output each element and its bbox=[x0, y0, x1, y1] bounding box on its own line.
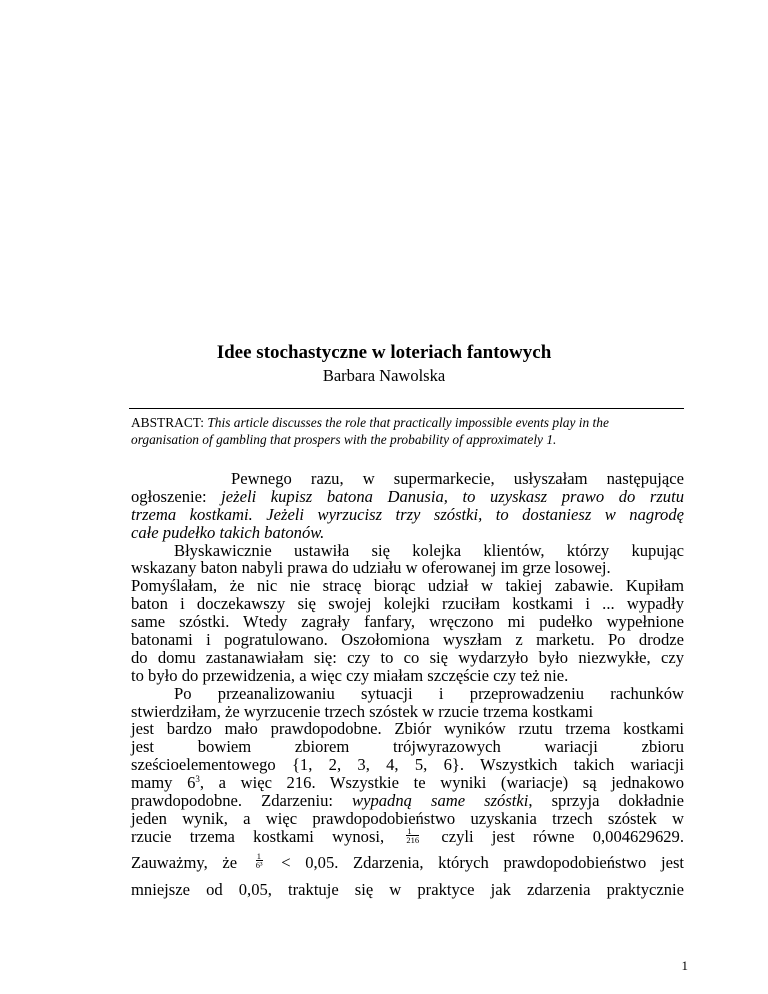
abstract-text-line-2: organisation of gambling that prospers with the probability of approximately 1. bbox=[131, 432, 557, 447]
article-title: Idee stochastyczne w loteriach fantowych bbox=[216, 342, 552, 363]
body-line: Zauważmy, że $\frac{1}{\text{6³}}$ < 0,05. Zdarzenia, których prawdopodobieństwo jest bbox=[131, 851, 685, 872]
body-line: Błyskawicznie ustawiła się kolejka klientów, którzy kupując bbox=[174, 540, 684, 560]
header-divider bbox=[129, 408, 684, 409]
body-line: całe pudełko takich batonów. bbox=[131, 522, 325, 542]
body-line: do domu zastanawiałam się: czy to co się wydarzyło było niezwykłe, czy bbox=[131, 647, 684, 667]
abstract-label: ABSTRACT: bbox=[131, 415, 204, 430]
body-line: rzucie trzema kostkami wynosi, $\frac{1}{216}$ czyli jest równe 0,004629629. bbox=[131, 825, 684, 846]
body-line: baton i doczekawszy się swojej kolejki rzuciłam kostkami i ... wypadły bbox=[131, 594, 684, 614]
body-line: ogłoszenie: jeżeli kupisz batona Danusia, to uzyskasz prawo do rzutu bbox=[131, 486, 684, 506]
body-line: same szóstki. Wtedy zagrały fanfary, wręczono mi pudełko wypełnione bbox=[131, 612, 684, 632]
body-line: sześcioelementowego {1, 2, 3, 4, 5, 6}. Wszystkich takich wariacji bbox=[131, 755, 684, 775]
body-line: Po przeanalizowaniu sytuacji i przeprowadzeniu rachunków bbox=[174, 683, 684, 703]
body-line: mniejsze od 0,05, traktuje się w praktyce jak zdarzenia praktycznie bbox=[131, 879, 684, 899]
body-line: stwierdziłam, że wyrzucenie trzech szóstek w rzucie trzema kostkami bbox=[131, 701, 594, 721]
body-line: Pewnego razu, w supermarkecie, usłyszałam następujące bbox=[231, 469, 684, 488]
body-line: mamy $6^3$, a więc 216. Wszystkie te wyniki (wariacje) są jednakowo bbox=[131, 773, 685, 793]
body-line: wskazany baton nabyli prawa do udziału w oferowanej im grze losowej. bbox=[131, 558, 611, 578]
body-line: trzema kostkami. Jeżeli wyrzucisz trzy szóstki, to dostaniesz w nagrodę bbox=[131, 504, 684, 524]
body-line: Pomyślałam, że nic nie stracę biorąc udział w takiej zabawie. Kupiłam bbox=[131, 576, 684, 596]
body-line: jest bardzo mało prawdopodobne. Zbiór wyników rzutu trzema kostkami bbox=[131, 719, 684, 739]
article-author: Barbara Nawolska bbox=[322, 366, 446, 385]
body-line: prawdopodobne. Zdarzeniu: wypadną same szóstki, sprzyja dokładnie bbox=[131, 791, 684, 811]
abstract-text-line-1: This article discusses the role that practically impossible events play in the bbox=[207, 415, 609, 430]
body-line: to było do przewidzenia, a więc czy miałam szczęście czy też nie. bbox=[131, 665, 569, 685]
page-number: 1 bbox=[681, 958, 688, 973]
fraction-1-216: $\frac{1}{216}$ bbox=[406, 825, 420, 845]
exponent: 3 bbox=[195, 774, 200, 785]
abstract bbox=[131, 414, 691, 448]
article-body bbox=[131, 470, 684, 899]
body-line: jeden wynik, a więc prawdopodobieństwo uzyskania trzech szóstek w bbox=[131, 808, 684, 828]
body-line: jest bowiem zbiorem trójwyrazowych wariacji zbioru bbox=[131, 737, 684, 757]
fraction-1-6-cubed: $\frac{1}{\text{6³}}$ bbox=[255, 851, 263, 871]
body-line: batonami i pogratulowano. Oszołomiona wyszłam z marketu. Po drodze bbox=[131, 630, 684, 650]
